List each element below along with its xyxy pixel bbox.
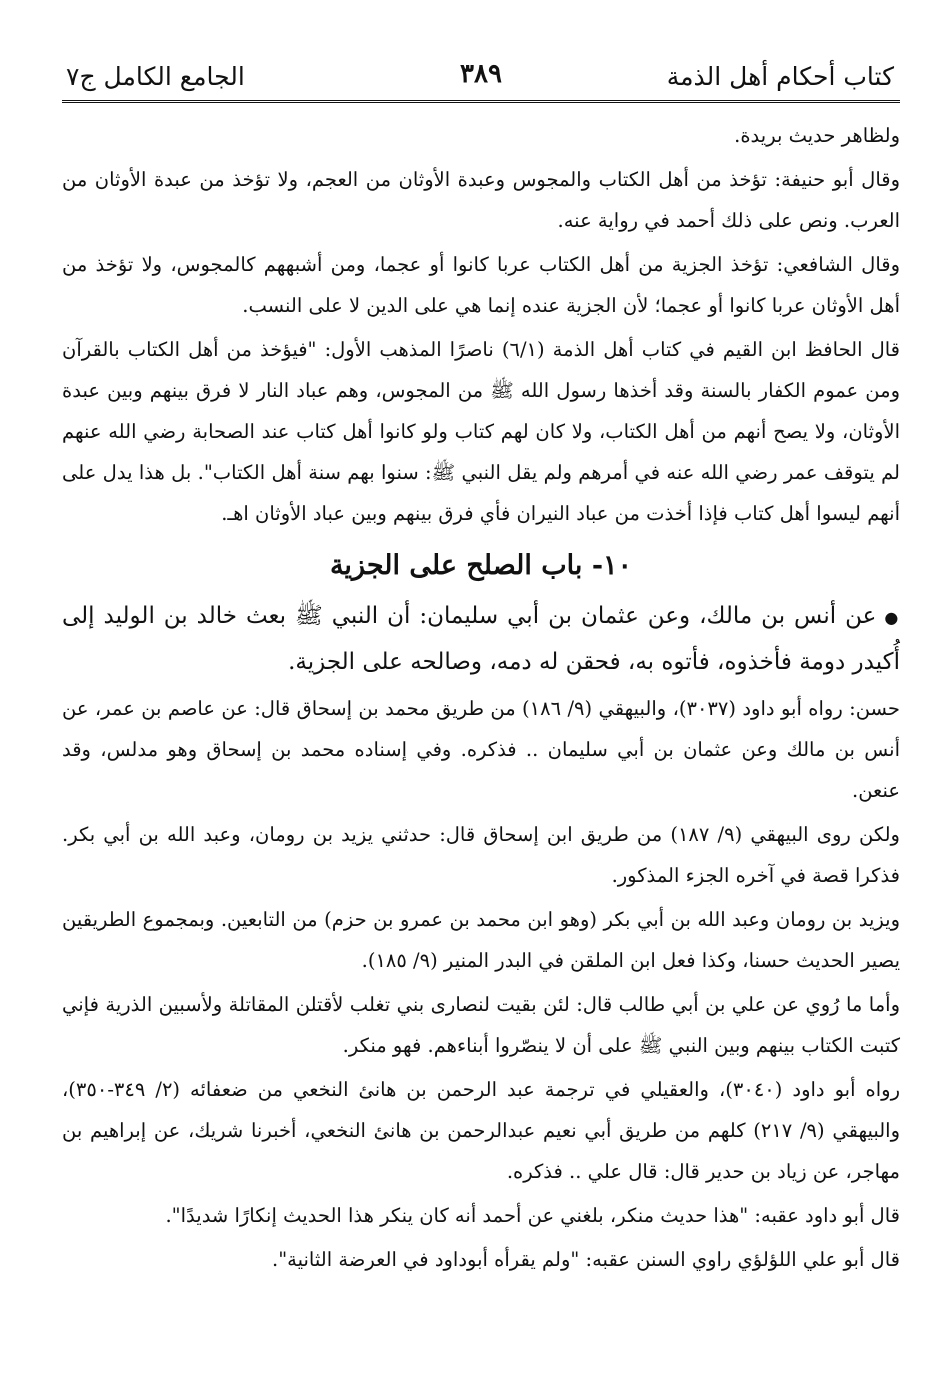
paragraph: وقال أبو حنيفة: تؤخذ من أهل الكتاب والمجوس وعبدة الأوثان من العجم، ولا تؤخذ من عبدة الأوثان من العرب. ونص على ذلك أحمد في رواية عنه. — [62, 168, 900, 232]
paragraph: وقال الشافعي: تؤخذ الجزية من أهل الكتاب عربا كانوا أو عجما، ومن أشبههم كالمجوس، ولا تؤخذ من أهل الأوثان عربا كانوا أو عجما؛ لأن الجزية عنده إنما هي على الدين لا على النسب. — [62, 253, 900, 317]
takhrij-paragraph: ولكن روى البيهقي (٩/ ١٨٧) من طريق ابن إسحاق قال: حدثني يزيد بن رومان، وعبد الله بن أبي بكر. فذكرا قصة في آخره الجزء المذكور. — [62, 823, 900, 887]
takhrij-paragraph: قال أبو داود عقبه: "هذا حديث منكر، بلغني عن أحمد أنه كان ينكر هذا الحديث إنكارًا شديدًا". — [165, 1204, 900, 1227]
takhrij-paragraph: قال أبو علي اللؤلؤي راوي السنن عقبه: "ولم يقرأه أبوداود في العرضة الثانية". — [272, 1248, 900, 1271]
takhrij-paragraph: رواه أبو داود (٣٠٤٠)، والعقيلي في ترجمة عبد الرحمن بن هانئ النخعي من ضعفائه (٢/ ٣٤٩-٣٥٠)، والبيهقي (٩/ ٢١٧) كلهم من طريق أبي نعيم عبدالرحمن بن هانئ النخعي، أخبرنا شريك، عن إبراهيم بن مهاجر، عن زياد بن حدير قال: قال علي .. فذكره. — [62, 1078, 901, 1183]
book-title: كتاب أحكام أهل الذمة — [666, 62, 894, 91]
paragraph: قال الحافظ ابن القيم في كتاب أهل الذمة (٦/١) ناصرًا المذهب الأول: "فيؤخذ من أهل الكتاب بالقرآن ومن عموم الكفار بالسنة وقد أخذها رسول الله ﷺ من المجوس، وهم عباد النار لا فرق بينهم وبين عبدة الأوثان، ولا يصح أنهم من أهل الكتاب، ولا كان لهم كتاب ولو كانوا أهل كتاب عند الصحابة رضي الله عنهم لم يتوقف عمر رضي الله عنه في أمرهم ولم يقل النبي ﷺ: سنوا بهم سنة أهل الكتاب". بل هذا يدل على أنهم ليسوا أهل كتاب فإذا أخذت من عباد النيران فأي فرق بينهم وبين عباد الأوثان اهـ. — [62, 338, 901, 525]
running-title: الجامع الكامل ج٧ — [66, 62, 245, 91]
page-body — [62, 103, 900, 1280]
hadith-body: عن أنس بن مالك، وعن عثمان بن أبي سليمان: أن النبي ﷺ بعث خالد بن الوليد إلى أُكيدر دومة فأخذوه، فأتوه به، فحقن له دمه، وصالحه على الجزية. — [62, 603, 900, 675]
paragraph: ولظاهر حديث بريدة. — [734, 124, 900, 147]
section-heading: ١٠- باب الصلح على الجزية — [329, 550, 633, 581]
takhrij-paragraph: ويزيد بن رومان وعبد الله بن أبي بكر (وهو ابن محمد بن عمرو بن حزم) من التابعين. وبمجموع الطريقين يصير الحديث حسنا، وكذا فعل ابن الملقن في البدر المنير (٩/ ١٨٥). — [62, 908, 900, 972]
page-number: ٣٨٩ — [460, 59, 502, 89]
page-header — [62, 56, 900, 103]
takhrij-paragraph: وأما ما رُوي عن علي بن أبي طالب قال: لئن بقيت لنصارى بني تغلب لأقتلن المقاتلة ولأسبين الذرية فإني كتبت الكتاب بينهم وبين النبي ﷺ على أن لا ينصّروا أبناءهم. فهو منكر. — [62, 993, 900, 1057]
hadith-text — [62, 594, 900, 684]
book-page — [62, 56, 900, 1280]
bullet-icon: ● — [884, 608, 900, 627]
takhrij-paragraph: حسن: رواه أبو داود (٣٠٣٧)، والبيهقي (٩/ ١٨٦) من طريق محمد بن إسحاق قال: عن عاصم بن عمر، عن أنس بن مالك وعن عثمان بن أبي سليمان .. فذكره. وفي إسناده محمد بن إسحاق وهو مدلس، وقد عنعن. — [62, 697, 900, 802]
